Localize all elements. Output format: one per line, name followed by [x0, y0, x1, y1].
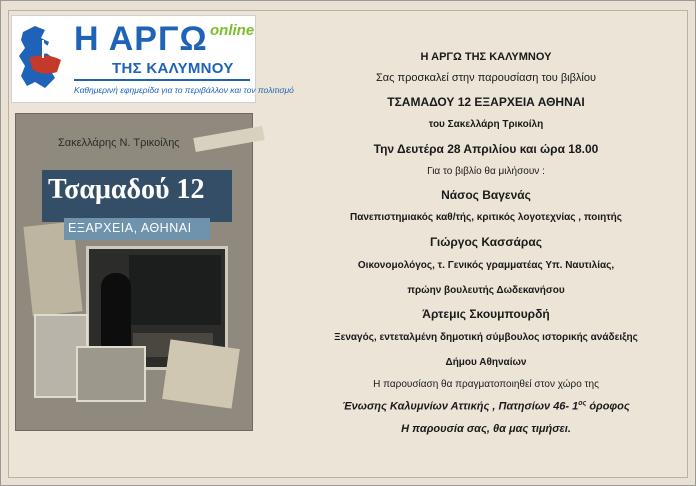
blackboard-shape	[129, 255, 221, 325]
invites-line: Σας προσκαλεί στην παρουσίαση του βιβλίου	[376, 72, 596, 84]
logo-title: Η ΑΡΓΩ	[74, 20, 208, 58]
venue-main: Ένωσης Καλυμνίων Αττικής , Πατησίων 46- 1	[342, 400, 579, 413]
logo-online: online	[210, 22, 255, 39]
venue-floor: όροφος	[586, 400, 630, 413]
speaker-desc: Δήμου Αθηναίων	[445, 357, 527, 368]
logo-tagline: Καθημερινή εφημερίδα για το περιβάλλον και τον πολιτισμό	[74, 85, 294, 95]
speaker-desc: Ξεναγός, εντεταλμένη δημοτική σύμβουλος ιστορικής ανάδειξης	[334, 332, 638, 343]
book-cover	[15, 113, 253, 431]
venue-intro: Η παρουσίαση θα πραγματοποιηθεί στον χώρο της	[373, 379, 599, 390]
cover-street-photo	[76, 346, 146, 402]
island-ship-icon	[15, 22, 71, 94]
cover-title: Τσαμαδού 12	[48, 174, 205, 205]
argo-logo	[11, 15, 294, 103]
speaker-name: Νάσος Βαγενάς	[441, 188, 531, 202]
venue-floor-suffix: ος	[578, 400, 587, 407]
speaker-desc: πρώην βουλευτής Δωδεκανήσου	[407, 285, 565, 296]
venue-address	[321, 400, 651, 413]
speaker-desc: Πανεπιστημιακός καθ/τής, κριτικός λογοτεχνίας , ποιητής	[350, 212, 622, 223]
book-title-line: ΤΣΑΜΑΔΟΥ 12 ΕΞΑΡΧΕΙΑ ΑΘΗΝΑΙ	[387, 95, 585, 109]
speakers-intro: Για το βιβλίο θα μιλήσουν :	[427, 166, 545, 177]
cover-paper-decoration-2	[162, 339, 240, 408]
cover-subtitle: ΕΞΑΡΧΕΙΑ, ΑΘΗΝΑΙ	[68, 221, 192, 235]
logo-subtitle: ΤΗΣ ΚΑΛΥΜΝΟΥ	[112, 60, 234, 77]
organizer: Η ΑΡΓΩ ΤΗΣ ΚΑΛΥΜΝΟΥ	[420, 51, 552, 63]
speaker-name: Γιώργος Κασσάρας	[430, 235, 542, 249]
speaker-desc: Οικονομολόγος, τ. Γενικός γραμματέας Υπ. Ναυτιλίας,	[357, 260, 615, 271]
author-line: του Σακελλάρη Τρικοίλη	[428, 119, 544, 130]
logo-divider	[74, 79, 250, 81]
cover-author: Σακελλάρης Ν. Τρικοίλης	[58, 137, 180, 149]
date-time: Την Δευτέρα 28 Απριλίου και ώρα 18.00	[373, 142, 599, 156]
speaker-name: Άρτεμις Σκουμπουρδή	[422, 307, 550, 321]
teacher-silhouette	[101, 273, 131, 353]
closing-line: Η παρουσία σας, θα μας τιμήσει.	[401, 423, 571, 435]
